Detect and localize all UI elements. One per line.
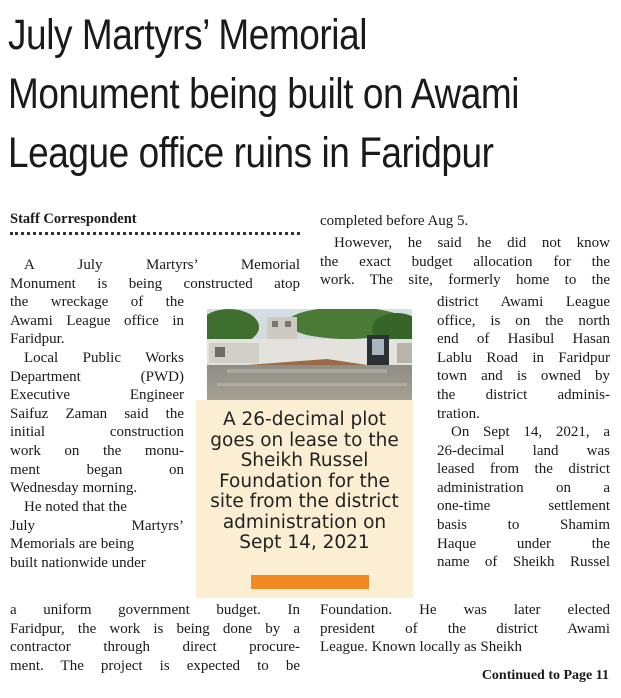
text-line: Lablu Road in Faridpur [437,349,610,366]
text-line: ment began on [10,461,184,478]
text-line: administration on a [437,479,610,496]
headline [8,6,529,183]
continued-link[interactable]: Continued to Page 11 [481,668,609,683]
text-line: tration. [437,405,480,422]
text-line: the district adminis- [437,386,610,403]
headline-line: League office ruins in Faridpur [8,129,494,177]
pull-quote-line: site from the district [210,491,399,512]
text-line: the wreckage of the [10,294,184,310]
column-2-bottom [320,601,610,657]
pull-quote-text [196,410,413,554]
headline-line: Monument being built on Awami [8,70,520,118]
text-line: Department (PWD) [10,368,184,385]
text-line: Faridpur. [10,331,65,348]
pull-quote-line: Sheikh Russel [240,450,369,471]
text-line: Awami League office in [10,312,184,329]
column-2-wrap-paragraph-1 [437,293,610,423]
text-line: Memorials are being [10,536,135,553]
text-line: the exact budget allocation for the [320,253,610,270]
text-line: leased from the district [437,461,610,478]
site-photo-image [207,309,412,407]
pull-quote-accent-bar [251,575,369,589]
text-line: district Awami League [437,294,610,310]
text-line: Foundation. He was later elected [320,602,610,618]
column-2-top-paragraph-1 [320,212,610,231]
text-line: work on the monu- [10,442,184,459]
text-line: a uniform government budget. In [10,602,300,618]
column-2-top-paragraph-2 [320,234,610,290]
text-line: He noted that the [24,499,127,515]
pull-quote-line: A 26-decimal plot [222,409,387,430]
column-1-bottom [10,601,300,675]
text-line: name of Sheikh Russel [437,554,610,571]
pull-quote-line: Foundation for the [219,470,390,492]
text-line: end of Hasibul Hasan [437,331,610,348]
pull-quote-line: Sept 14, 2021 [239,532,370,553]
text-line: office, is on the north [437,312,610,329]
text-line: built nationwide under [10,554,146,571]
pull-quote-line: administration on [222,511,387,533]
text-line: July Martyrs’ [10,517,184,534]
text-line: town and is owned by [437,368,610,385]
text-line: League. Known locally as Sheikh [320,639,523,656]
text-line: Local Public Works [24,350,184,366]
column-1-top [10,256,300,293]
text-line: completed before Aug 5. [320,213,469,229]
text-line: Monument is being constructed atop [10,275,300,292]
text-line: Faridpur, the work is being done by a [10,620,300,637]
text-line: basis to Shamim [437,516,610,533]
text-line: 26-decimal land was [437,442,610,459]
text-line: contractor through direct procure- [10,639,300,656]
column-1-wrap-paragraph-2 [10,349,184,498]
text-line: Haque under the [437,535,610,552]
pull-quote [196,400,413,598]
text-line: A July Martyrs’ Memorial [24,257,300,273]
text-line: Wednesday morning. [10,480,138,497]
text-line: ment. The project is expected to be [10,657,300,674]
text-line: president of the district Awami [320,620,610,637]
text-line: Executive Engineer [10,387,184,404]
headline-line: July Martyrs’ Memorial [8,11,368,59]
text-line: one-time settlement [437,498,610,515]
text-line: However, he said he did not know [334,235,610,251]
text-line: Saifuz Zaman said the [10,405,184,422]
column-2-wrap-paragraph-2 [437,423,610,572]
pull-quote-line: goes on lease to the [210,429,399,451]
byline: Staff Correspondent [10,211,137,227]
text-line: work. The site, formerly home to the [320,272,610,289]
text-line: initial construction [10,424,184,441]
column-1-wrap-paragraph-3 [10,498,184,572]
column-1-wrap-paragraph-1 [10,293,184,349]
byline-divider [10,232,300,235]
text-line: On Sept 14, 2021, a [451,424,610,440]
site-photo [207,309,412,407]
